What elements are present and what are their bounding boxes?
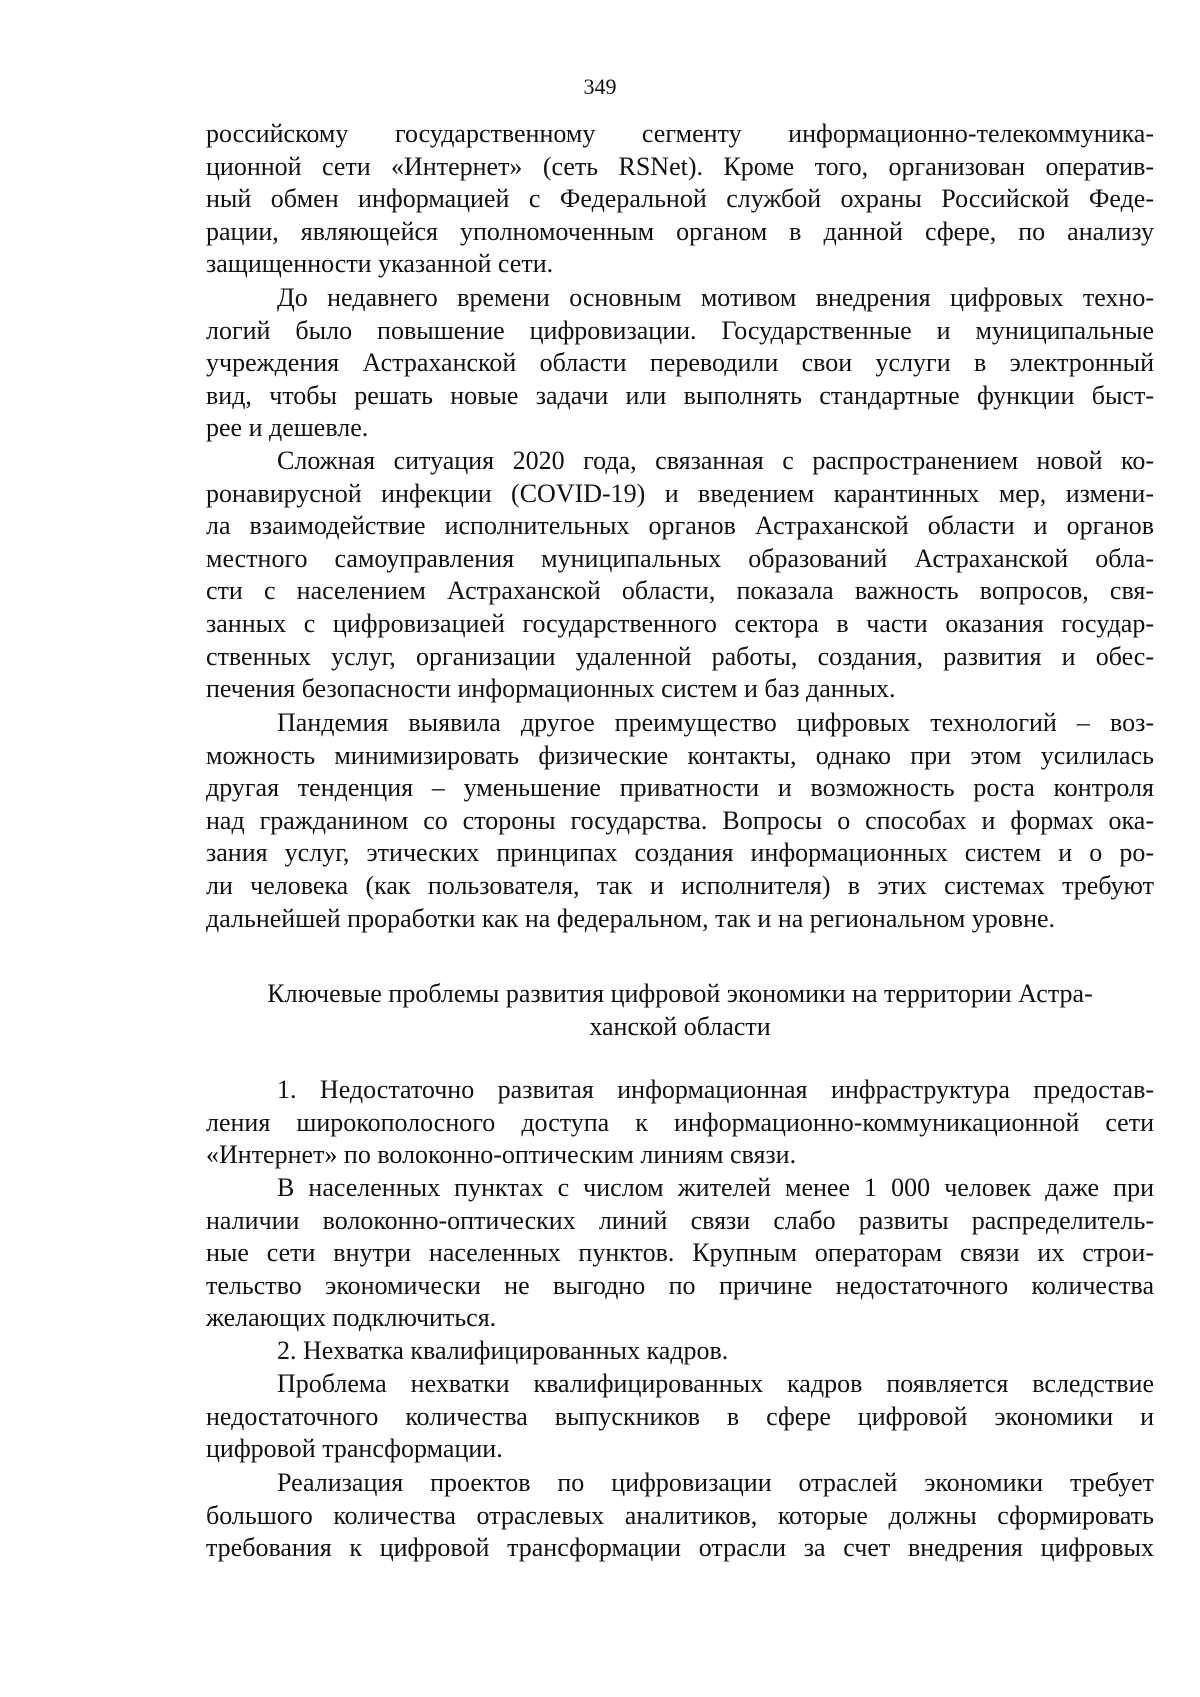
text-line: большого количества отраслевых аналитиков, которые должны сформировать [206,1500,1154,1530]
text-line: Пандемия выявила другое преимущество цифровых технологий – воз- [277,708,1154,737]
text-line: ционной сети «Интернет» (сеть RSNet). Кроме того, организован оператив- [206,151,1154,181]
text-line: Реализация проектов по цифровизации отраслей экономики требует [277,1468,1154,1497]
text-line: вид, чтобы решать новые задачи или выполнять стандартные функции быст- [206,380,1154,410]
heading-line: ханской области [589,1011,771,1041]
heading-line: Ключевые проблемы развития цифровой экономики на территории Астра- [267,979,1093,1008]
text-line: недостаточного количества выпускников в сфере цифровой экономики и [206,1401,1154,1431]
text-line: другая тенденция – уменьшение приватности и возможность роста контроля [206,773,1154,803]
text-line: цифровой трансформации. [206,1434,503,1464]
text-line: До недавнего времени основным мотивом внедрения цифровых техно- [277,283,1154,312]
text-line: дальнейшей проработки как на федеральном, так и на региональном уровне. [206,903,1056,933]
text-line: ный обмен информацией с Федеральной службой охраны Российской Феде- [206,184,1154,214]
text-line: зания услуг, этических принципах создания информационных систем и о ро- [206,838,1154,868]
page-number: 349 [583,74,617,99]
text-line: рации, являющейся уполномоченным органом в данной сфере, по анализу [206,216,1154,246]
paragraph-3 [206,445,1154,706]
text-line: ления широкополосного доступа к информационно-коммуникационной сети [206,1107,1154,1137]
text-line: защищенности указанной сети. [206,249,554,279]
text-line: рее и дешевле. [206,413,369,443]
text-line: учреждения Астраханской области переводили свои услуги в электронный [206,348,1154,378]
text-line: российскому государственному сегменту информационно-телекоммуника- [206,119,1154,148]
text-line: наличии волоконно-оптических линий связи слабо развиты распределитель- [206,1205,1154,1235]
text-line: занных с цифровизацией государственного сектора в части оказания государ- [206,608,1154,638]
paragraph-6 [206,1172,1154,1335]
text-line: ронавирусной инфекции (COVID-19) и введением карантинных мер, измени- [206,478,1154,508]
text-line: требования к цифровой трансформации отрасли за счет внедрения цифровых [206,1533,1154,1563]
text-line: печения безопасности информационных систем и баз данных. [206,674,896,704]
paragraph-8 [206,1368,1154,1466]
paragraph-7 [206,1335,1154,1368]
paragraph-4 [206,707,1154,935]
text-line: местного самоуправления муниципальных образований Астраханской обла- [206,543,1154,573]
text-line: желающих подключиться. [206,1303,497,1333]
text-line: 2. Нехватка квалифицированных кадров. [277,1336,729,1365]
paragraph-2 [206,282,1154,445]
text-line: ственных услуг, организации удаленной работы, создания, развития и обес- [206,641,1154,671]
paragraph-5 [206,1074,1154,1172]
text-line: можность минимизировать физические контакты, однако при этом усилилась [206,740,1154,770]
text-line: «Интернет» по волоконно-оптическим линиям связи. [206,1140,797,1170]
text-line: над гражданином со стороны государства. Вопросы о способах и формах ока- [206,805,1154,835]
paragraph-9 [206,1467,1154,1565]
paragraph-1 [206,118,1154,281]
text-line: Проблема нехватки квалифицированных кадров появляется вследствие [277,1369,1154,1398]
text-line: ли человека (как пользователя, так и исполнителя) в этих системах требуют [206,870,1154,900]
text-line: ла взаимодействие исполнительных органов Астраханской области и органов [206,511,1154,541]
text-line: 1. Недостаточно развитая информационная инфраструктура предостав- [277,1075,1154,1104]
text-line: логий было повышение цифровизации. Государственные и муниципальные [206,315,1154,345]
section-heading [206,978,1154,1043]
text-line: Сложная ситуация 2020 года, связанная с распространением новой ко- [277,446,1154,475]
text-line: сти с населением Астраханской области, показала важность вопросов, свя- [206,576,1154,606]
text-line: В населенных пунктах с числом жителей менее 1 000 человек даже при [277,1173,1154,1202]
text-line: тельство экономически не выгодно по причине недостаточного количества [206,1270,1154,1300]
text-line: ные сети внутри населенных пунктов. Крупным операторам связи их строи- [206,1238,1154,1268]
